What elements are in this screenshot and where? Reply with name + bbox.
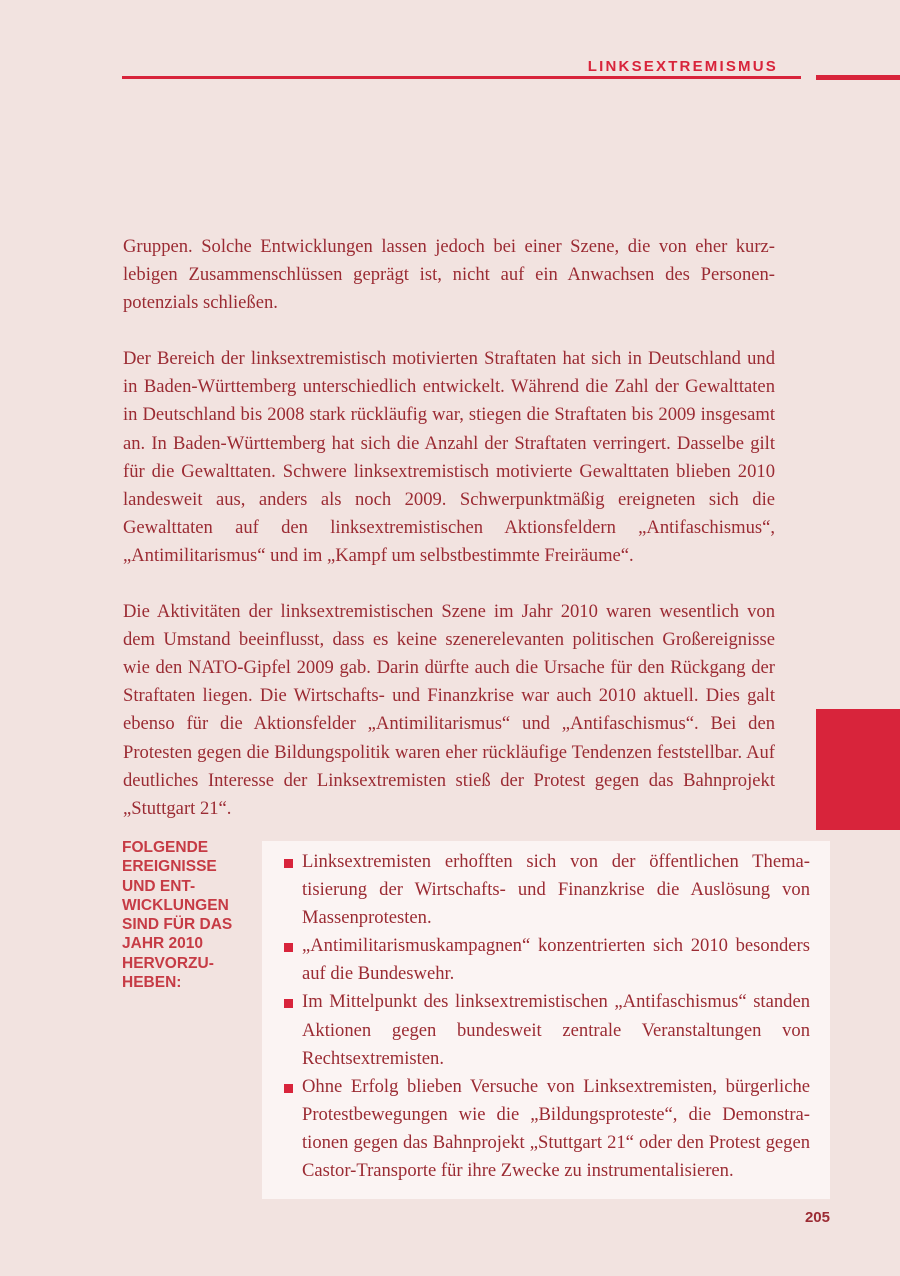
highlights-box (262, 841, 830, 1199)
highlight-item (284, 1073, 810, 1185)
highlight-item (284, 848, 810, 932)
page-number: 205 (804, 1209, 830, 1226)
sidebar-heading-line: HEBEN: (122, 974, 182, 992)
sidebar-heading-line: FOLGENDE (122, 839, 209, 856)
sidebar-heading (122, 838, 257, 992)
highlight-item (284, 988, 810, 1072)
square-bullet-icon (284, 943, 293, 952)
sidebar-heading-line: WICKLUNGEN (122, 896, 229, 914)
highlight-item-text: Im Mittelpunkt des linksextremistischen „Antifaschismus“ standen Aktionen gegen bundesweit zentrale Veranstaltungen von Rechtsextremisten. (302, 991, 810, 1069)
highlights-list (284, 848, 810, 1185)
sidebar-heading-line: EREIGNISSE (122, 858, 217, 876)
sidebar-heading-line: HERVORZU- (122, 954, 214, 972)
body-paragraph-2: Der Bereich der linksextremistisch motivierten Straftaten hat sich in Deutschland und in Baden-Württemberg unterschiedlich entwickelt. Während die Zahl der Gewalttaten in Deutschland bis 2008 stark rückläufig war, stiegen die Straftaten bis 2009 insgesamt an. In Baden-Württemberg hat sich die Anzahl der Straftaten verringert. Dasselbe gilt für die Gewalttaten. Schwere linksextremistisch motivierte Gewalttaten blieben 2010 landesweit aus, anders als noch 2009. Schwerpunktmäßig ereigneten sich die Gewalttaten auf den linksextremistischen Aktionsfeldern „Antifaschismus“, „Antimilitarismus“ und im „Kampf um selbstbestimmte Freiräume“. (123, 348, 775, 566)
square-bullet-icon (284, 1084, 293, 1093)
square-bullet-icon (284, 999, 293, 1008)
main-body-text (123, 233, 775, 851)
header-rule-edge (816, 75, 900, 80)
chapter-tab-marker (816, 709, 900, 830)
square-bullet-icon (284, 859, 293, 868)
highlight-item-text: Ohne Erfolg blieben Versuche von Linksextremisten, bürgerliche Protestbewegungen wie die „Bildungsproteste“, die Demonstrationen gegen das Bahnprojekt „Stuttgart 21“ oder den Protest gegen Castor-Transporte für ihre Zwecke zu instrumentalisieren. (302, 1075, 810, 1182)
header-rule (122, 76, 801, 79)
highlight-item (284, 932, 810, 988)
sidebar-heading-line: UND ENT- (122, 877, 196, 895)
body-paragraph-1: Gruppen. Solche Entwicklungen lassen jedoch bei einer Szene, die von eher kurzlebigen Zusammenschlüssen geprägt ist, nicht auf ein Anwachsen des Personenpotenzials schließen. (123, 236, 775, 314)
section-title: LINKSEXTREMISMUS (587, 58, 778, 75)
sidebar-heading-line: JAHR 2010 (122, 935, 203, 953)
highlight-item-text: „Antimilitarismuskampagnen“ konzentrierten sich 2010 besonders auf die Bundeswehr. (302, 935, 810, 985)
sidebar-heading-line: SIND FÜR DAS (122, 916, 233, 934)
highlight-item-text: Linksextremisten erhofften sich von der öffentlichen Thematisierung der Wirtschafts- und Finanzkrise die Auslösung von Massenprotesten. (302, 851, 810, 929)
body-paragraph-3: Die Aktivitäten der linksextremistischen Szene im Jahr 2010 waren wesentlich von dem Umstand beeinflusst, dass es keine szenerelevanten politischen Großereignisse wie den NATO-Gipfel 2009 gab. Darin dürfte auch die Ursache für den Rückgang der Straftaten liegen. Die Wirtschafts- und Finanzkrise war auch 2010 aktuell. Dies galt ebenso für die Aktionsfelder „Antimilitarismus“ und „Antifaschismus“. Bei den Protesten gegen die Bildungspolitik waren eher rückläufige Tendenzen feststellbar. Auf deutliches Interesse der Linksextremisten stieß der Protest gegen das Bahnprojekt „Stuttgart 21“. (123, 601, 775, 819)
